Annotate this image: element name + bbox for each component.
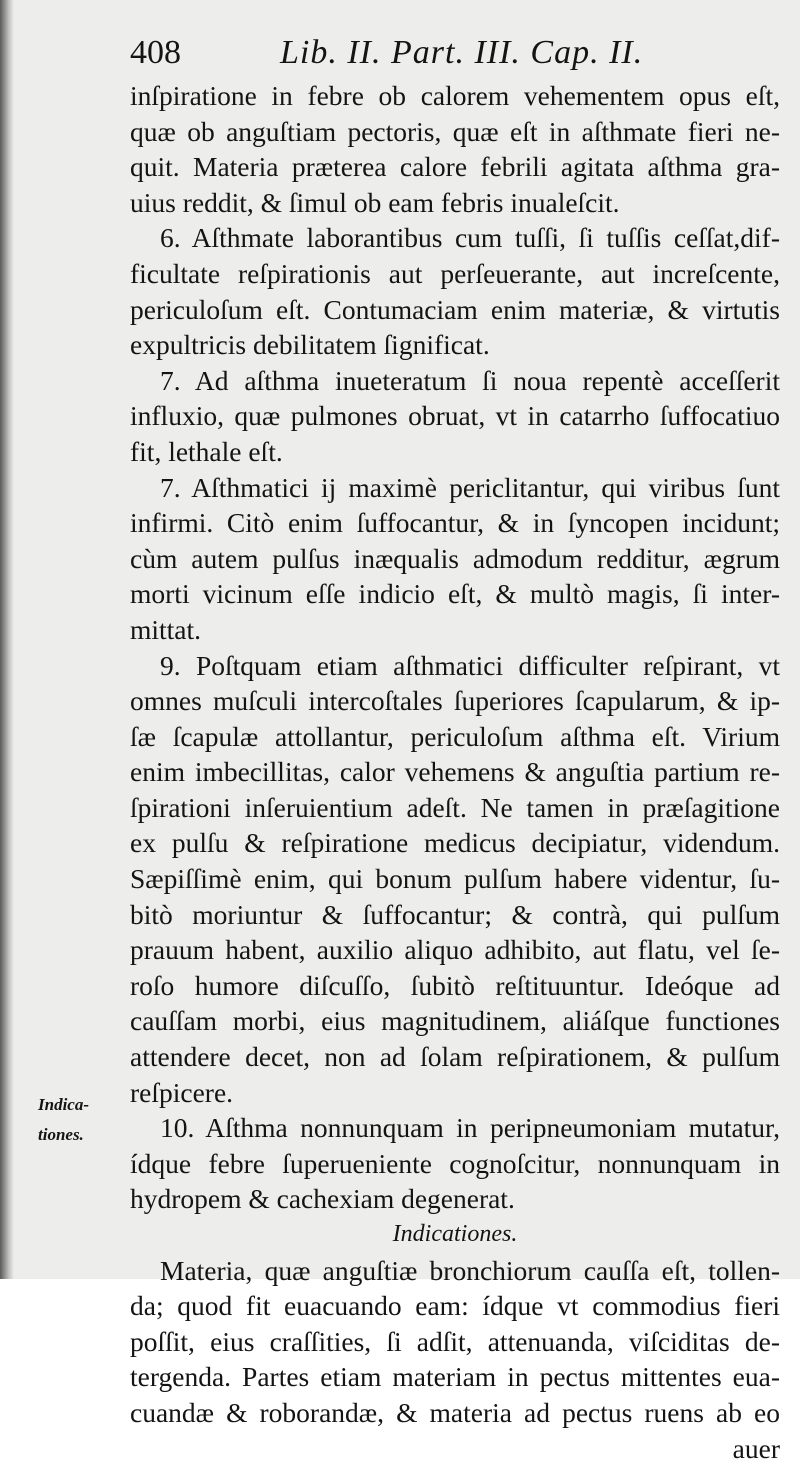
- text-line: cùm autem pulſus inæqualis admodum redditur, ægrum: [130, 542, 780, 574]
- text-line: bitò moriuntur & ſuffocantur; & contrà, qui pulſum: [130, 898, 780, 930]
- text-line: 6. Aſthmate laborantibus cum tuſſi, ſi tuſſis ceſſat,dif-: [160, 222, 780, 254]
- text-line: attendere decet, non ad ſolam reſpirationem, & pulſum: [130, 1041, 780, 1073]
- text-line: auer: [732, 1432, 780, 1464]
- text-line: morti vicinum eſſe indicio eſt, & multò magis, ſi inter-: [130, 578, 780, 610]
- text-line: tergenda. Partes etiam materiam in pectus mittentes eua-: [130, 1361, 780, 1393]
- text-line: omnes muſculi intercoſtales ſuperiores ſcapularum, & ip-: [130, 685, 780, 717]
- margin-note-line: tiones.: [38, 1125, 84, 1144]
- text-line: ficultate reſpirationis aut perſeuerante, aut increſcente,: [130, 257, 780, 289]
- text-line: ex pulſu & reſpiratione medicus decipiatur, videndum.: [130, 827, 780, 859]
- text-line: cauſſam morbi, eius magnitudinem, aliáſque functiones: [130, 1005, 780, 1037]
- text-line: hydropem & cachexiam degenerat.: [130, 1183, 515, 1215]
- page-number: 408: [130, 34, 181, 71]
- text-line: infirmi. Citò enim ſuffocantur, & in ſyncopen incidunt;: [130, 507, 780, 539]
- text-line: da; quod fit euacuando eam: ídque vt commodius fieri: [130, 1290, 780, 1322]
- text-line: enim imbecillitas, calor vehemens & anguſtia partium re-: [130, 756, 780, 788]
- text-line: roſo humore diſcuſſo, ſubitò reſtituuntur. Ideóque ad: [130, 969, 780, 1001]
- text-line: cuandæ & roborandæ, & materia ad pectus ruens ab eo: [130, 1396, 780, 1428]
- margin-note: [38, 1090, 124, 1150]
- text-line: quit. Materia præterea calore febrili agitata aſthma gra-: [130, 151, 780, 183]
- text-line: prauum habent, auxilio aliquo adhibito, aut flatu, vel ſe-: [130, 934, 780, 966]
- text-line: mittat.: [130, 613, 202, 645]
- text-line: reſpicere.: [130, 1076, 234, 1108]
- text-line: periculoſum eſt. Contumaciam enim materiæ, & virtutis: [130, 293, 780, 325]
- text-line: Sæpiſſimè enim, qui bonum pulſum habere videntur, ſu-: [130, 863, 780, 895]
- text-line: 7. Aſthmatici ij maximè periclitantur, qui viribus ſunt: [160, 471, 780, 503]
- body-text: [130, 78, 780, 1466]
- text-line: uius reddit, & ſimul ob eam febris inualeſcit.: [130, 186, 620, 218]
- text-line: 9. Poſtquam etiam aſthmatici difficulter reſpirant, vt: [160, 649, 780, 681]
- text-line: fit, lethale eſt.: [130, 435, 283, 467]
- section-heading: Indicationes.: [392, 1221, 518, 1247]
- running-head: Lib. II. Part. III. Cap. II.: [280, 34, 644, 71]
- text-line: poſſit, eius craſſities, ſi adſit, attenuanda, viſciditas de-: [130, 1325, 780, 1357]
- text-line: ſpirationi inſeruientium adeſt. Ne tamen in præſagitione: [130, 791, 780, 823]
- text-line: 7. Ad aſthma inueteratum ſi noua repentè acceſſerit: [160, 364, 780, 396]
- text-line: expultricis debilitatem ſignificat.: [130, 329, 490, 361]
- margin-note-line: Indica-: [38, 1095, 89, 1114]
- text-line: influxio, quæ pulmones obruat, vt in catarrho ſuffocatiuo: [130, 400, 780, 432]
- text-line: ídque febre ſuperueniente cognoſcitur, nonnunquam in: [130, 1147, 780, 1179]
- text-line: quæ ob anguſtiam pectoris, quæ eſt in aſthmate fieri ne-: [130, 115, 780, 147]
- text-line: inſpiratione in febre ob calorem vehementem opus eſt,: [130, 80, 780, 111]
- text-line: Materia, quæ anguſtiæ bronchiorum cauſſa eſt, tollen-: [160, 1254, 780, 1286]
- text-line: ſæ ſcapulæ attollantur, periculoſum aſthma eſt. Virium: [130, 720, 780, 752]
- page-header: [130, 30, 780, 76]
- text-line: 10. Aſthma nonnunquam in peripneumoniam mutatur,: [160, 1112, 780, 1144]
